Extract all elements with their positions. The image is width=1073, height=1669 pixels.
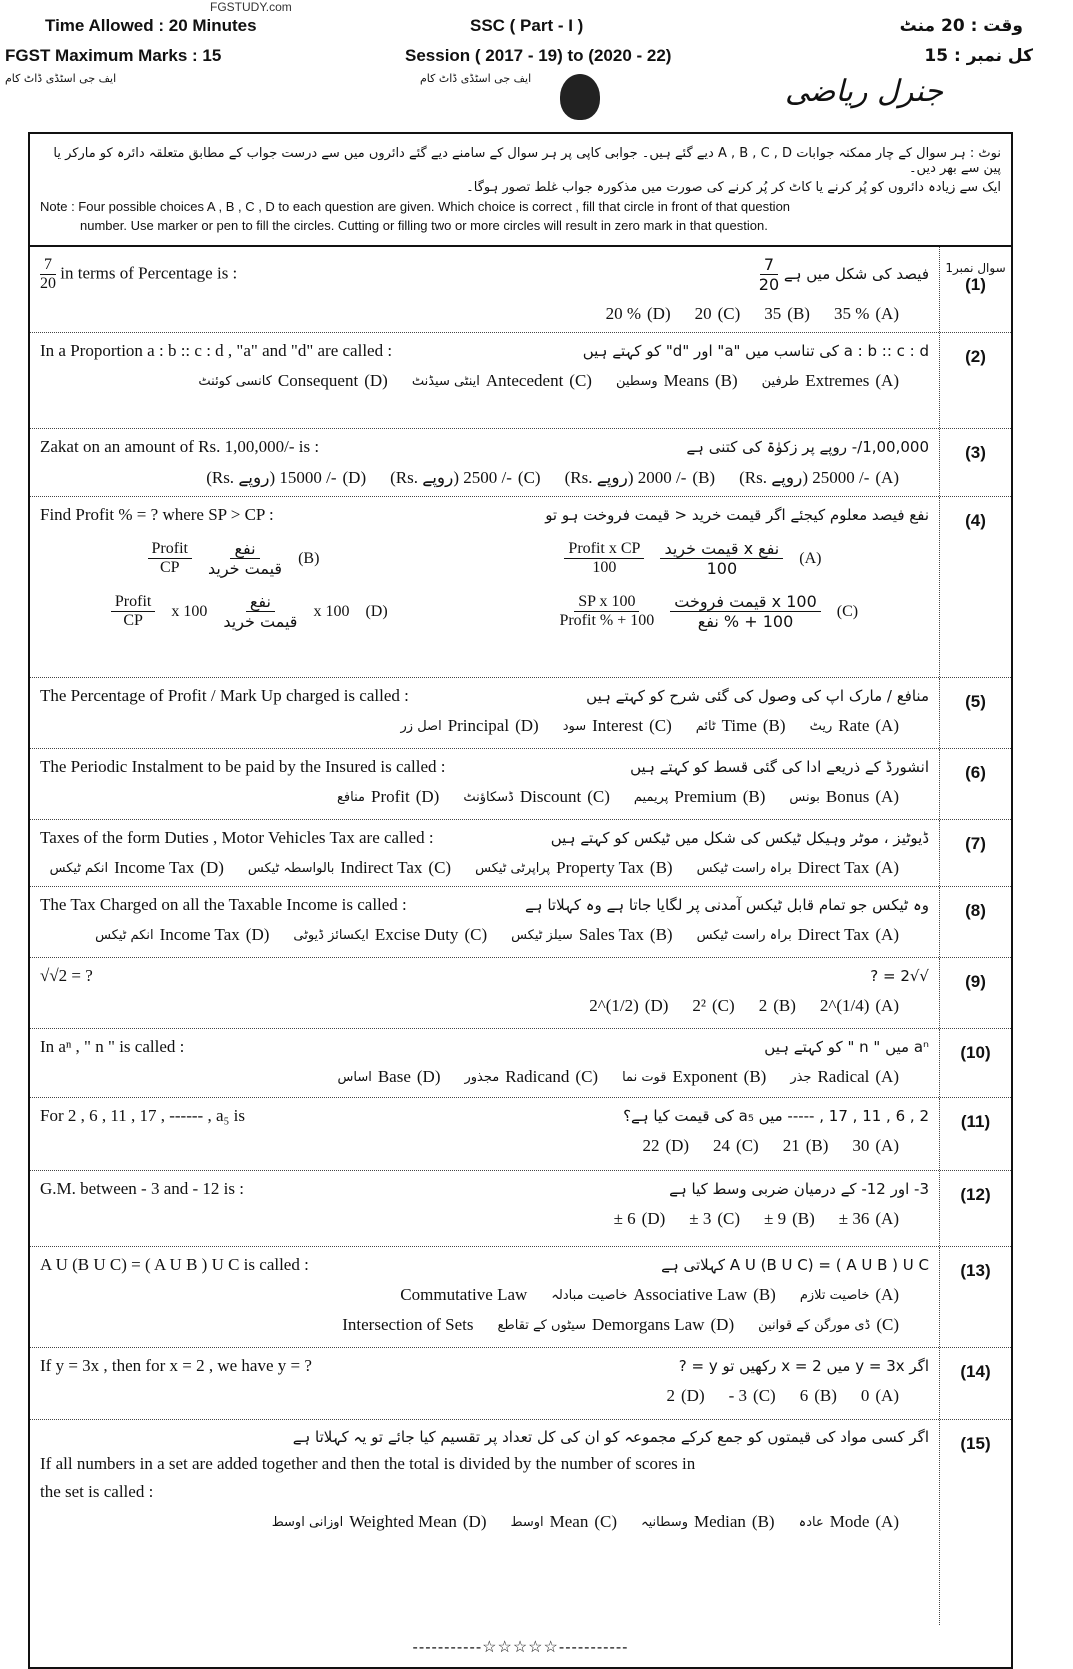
question-number: (15) xyxy=(939,1420,1011,1625)
option-b: ± 9 (B) xyxy=(764,1209,815,1228)
question-text: The Periodic Instalment to be paid by the Insured is called : xyxy=(40,757,446,776)
question-text: $\frac{7}{20}$ in terms of Percentage is : xyxy=(40,256,238,292)
question-text-urdu: √√2 = ? xyxy=(870,967,929,985)
fraction: $\frac{7}{20}$ xyxy=(40,256,56,292)
question-text: Find Profit % = ? where SP > CP : xyxy=(40,505,274,524)
question-text: A U (B U C) = ( A U B ) U C is called : xyxy=(40,1255,309,1274)
options xyxy=(40,1067,929,1087)
footer-stars: -----------☆☆☆☆☆----------- xyxy=(412,1639,629,1656)
question-number: (7) xyxy=(939,820,1011,886)
question-text: √√2 = ? xyxy=(40,966,93,985)
option-c: 20 (C) xyxy=(694,304,741,323)
option-b: $\frac{\text{Profit}}{CP}$ $\frac{\text{نفع}}{\text{قیمت خرید}}$ (B) xyxy=(148,539,320,578)
options xyxy=(40,1315,929,1335)
question-number: (14) xyxy=(939,1348,1011,1419)
question-number: (12) xyxy=(939,1171,1011,1246)
option-b: قوت نما Exponent (B) xyxy=(622,1067,767,1086)
option-label: Commutative Law xyxy=(400,1285,528,1304)
option-a: $\frac{\text{Profit x CP}}{100}$ $\frac{\text{نفع x قیمت خرید}}{100}$ (A) xyxy=(564,539,821,578)
options xyxy=(40,1386,929,1406)
question-text: Taxes of the form Duties , Motor Vehicles Tax are called : xyxy=(40,828,434,847)
options xyxy=(40,787,929,807)
question-number: (6) xyxy=(939,749,1011,819)
question-text-urdu: وہ ٹیکس جو تمام قابل ٹیکس آمدنی پر لگایا جاتا ہے وہ کہلاتا ہے xyxy=(524,896,929,914)
subject-title: جنرل ریاضی xyxy=(785,74,943,109)
options xyxy=(40,1136,929,1156)
question-box xyxy=(28,132,1013,1669)
question-row xyxy=(30,1420,1011,1625)
question-row xyxy=(30,678,1011,749)
option-b: وسطانیہ Median (B) xyxy=(641,1512,775,1531)
marks-urdu: کل نمبر : 15 xyxy=(924,46,1033,66)
note-english-1: Note : Four possible choices A , B , C , D to each question are given. Which choice is correct , fill that circle in front of that question xyxy=(40,199,791,214)
options xyxy=(40,304,929,324)
option-a: عادہ Mode (A) xyxy=(798,1512,899,1531)
question-text: For 2 , 6 , 11 , 17 , ------ , a₅ is xyxy=(40,1106,246,1125)
question-text-urdu: منافع / مارک اپ کی وصول کی گئی شرح کو کہتے ہیں xyxy=(586,687,929,705)
option-d: کانسی کوئنٹ Consequent (D) xyxy=(198,371,388,390)
option-c: 24 (C) xyxy=(713,1136,759,1155)
question-text: If all numbers in a set are added together and then the total is divided by the number of scores in xyxy=(40,1454,696,1473)
option-c: (Rs. روپے) 2500 /- (C) xyxy=(390,467,541,487)
question-number: (5) xyxy=(939,678,1011,748)
option-b: 35 (B) xyxy=(764,304,810,323)
question-row xyxy=(30,1247,1011,1348)
options xyxy=(40,996,929,1016)
time-allowed: Time Allowed : 20 Minutes xyxy=(45,16,257,35)
note-english-2: number. Use marker or pen to fill the circles. Cutting or filling two or more circles will result in zero mark in that question. xyxy=(80,218,768,233)
question-text: G.M. between - 3 and - 12 is : xyxy=(40,1179,244,1198)
question-list xyxy=(30,247,1011,1625)
question-text-urdu: فیصد کی شکل میں ہے $\frac{7}{20}$ xyxy=(758,255,929,294)
option-b: ٹائم Time (B) xyxy=(695,716,786,735)
option-c: - 3 (C) xyxy=(728,1386,776,1405)
option-d: 2 (D) xyxy=(666,1386,705,1405)
option-c: سود Interest (C) xyxy=(562,716,672,735)
option-d: انکم ٹیکس Income Tax (D) xyxy=(95,925,270,944)
option-a: براہ راست ٹیکس Direct Tax (A) xyxy=(696,858,899,877)
options xyxy=(40,1512,929,1532)
instructions-note xyxy=(30,134,1011,247)
note-urdu-1: نوٹ : ہر سوال کے چار ممکنہ جوابات A , B , C , D دیے گئے ہیں۔ جوابی کاپی پر ہر سوال کے سامنے دیے گئے دائروں میں سے درست جواب کے مطابق متعلقہ دائرہ کو مارکر یا پین سے بھر دیں۔ xyxy=(53,146,1001,176)
options xyxy=(40,371,929,391)
question-text: The Percentage of Profit / Mark Up charged is called : xyxy=(40,686,409,705)
option-a: 0 (A) xyxy=(860,1386,899,1405)
option-b: 6 (B) xyxy=(799,1386,837,1405)
question-row xyxy=(30,429,1011,497)
option-a: 30 (A) xyxy=(852,1136,899,1155)
options xyxy=(40,858,929,878)
question-row xyxy=(30,247,1011,333)
question-text: Zakat on an amount of Rs. 1,00,000/- is : xyxy=(40,437,320,456)
options xyxy=(40,1285,929,1305)
question-row xyxy=(30,749,1011,820)
question-text-urdu: 3- اور 12- کے درمیان ضربی وسط کیا ہے xyxy=(669,1180,929,1198)
question-text-urdu: A U (B U C) = ( A U B ) U C کہلاتی ہے xyxy=(661,1256,929,1274)
option-a: جذر Radical (A) xyxy=(790,1067,899,1086)
question-text-urdu: نفع فیصد معلوم کیجئے اگر قیمت خرید < قیمت فروخت ہو تو xyxy=(545,506,929,524)
question-row xyxy=(30,333,1011,429)
question-row xyxy=(30,958,1011,1029)
watermark: FGSTUDY.com xyxy=(210,0,292,14)
option-c: ± 3 (C) xyxy=(689,1209,741,1228)
session: Session ( 2017 - 19) to (2020 - 22) xyxy=(405,46,672,65)
option-d: منافع Profit (D) xyxy=(337,787,440,806)
option-d: اساس Base (D) xyxy=(337,1067,441,1086)
question-text-urdu: aⁿ میں " n " کو کہتے ہیں xyxy=(764,1038,929,1056)
option-d: اصل زر Principal (D) xyxy=(400,716,539,735)
option-a: ریٹ Rate (A) xyxy=(809,716,899,735)
question-row xyxy=(30,497,1011,678)
option-b: پراپرٹی ٹیکس Property Tax (B) xyxy=(475,858,673,877)
options xyxy=(40,925,929,945)
option-a: خاصیت تلازم (A) xyxy=(799,1285,899,1304)
option-c: اوسط Mean (C) xyxy=(510,1512,618,1531)
question-number: (10) xyxy=(939,1029,1011,1097)
question-row xyxy=(30,1348,1011,1420)
time-allowed-urdu: وقت : 20 منٹ xyxy=(899,16,1023,36)
site-urdu: ایف جی اسٹڈی ڈاٹ کام xyxy=(420,72,532,85)
options xyxy=(40,716,929,736)
exam-part: SSC ( Part - I ) xyxy=(470,16,584,35)
question-row xyxy=(30,1029,1011,1098)
option-c: ڈی مورگن کے قوانین (C) xyxy=(758,1315,899,1334)
question-text-urdu: a : b :: c : d کی تناسب میں "a" اور "d" کو کہتے ہیں xyxy=(582,342,929,360)
question-text-urdu: ڈیوٹیز ، موٹر وہیکل ٹیکس کی شکل میں ٹیکس کو کہتے ہیں xyxy=(550,829,929,847)
question-text-urdu: 1,00,000/- روپے پر زکوٰۃ کی کتنی ہے xyxy=(686,438,929,456)
option-d: (Rs. روپے) 15000 /- (D) xyxy=(206,467,367,487)
question-row xyxy=(30,820,1011,887)
option-b: (Rs. روپے) 2000 /- (B) xyxy=(564,467,716,487)
board-logo-icon xyxy=(560,74,600,120)
maximum-marks: FGST Maximum Marks : 15 xyxy=(5,46,222,65)
option-b: خاصیت مبادلہ Associative Law (B) xyxy=(551,1285,776,1304)
question-text-urdu: اگر کسی مواد کی قیمتوں کو جمع کرکے مجموعہ کو ان کی کل تعداد پر تقسیم کیا جائے تو یہ کہلاتا ہے xyxy=(292,1428,929,1446)
option-d: 20 % (D) xyxy=(605,304,671,323)
question-row xyxy=(30,887,1011,958)
options xyxy=(40,1209,929,1229)
option-label: Intersection of Sets xyxy=(342,1315,474,1334)
question-row xyxy=(30,1098,1011,1171)
question-text: In a Proportion a : b :: c : d , "a" and "d" are called : xyxy=(40,341,393,360)
option-c: مجذور Radicand (C) xyxy=(464,1067,599,1086)
option-c: اینٹی سیڈنٹ Antecedent (C) xyxy=(411,371,592,390)
question-number: (13) xyxy=(939,1247,1011,1347)
question-text: In aⁿ , " n " is called : xyxy=(40,1037,185,1056)
question-number: (4) xyxy=(939,497,1011,677)
option-c: ڈسکاؤنٹ Discount (C) xyxy=(463,787,610,806)
option-a: 2^(1/4) (A) xyxy=(819,996,899,1015)
question-text-urdu: 2 , 6 , 11 , 17 , ----- میں a₅ کی قیمت کیا ہے؟ xyxy=(623,1107,929,1125)
question-number: (11) xyxy=(939,1098,1011,1170)
question-number: (2) xyxy=(939,333,1011,428)
option-c: بالواسطہ ٹیکس Indirect Tax (C) xyxy=(247,858,452,877)
question-number: (8) xyxy=(939,887,1011,957)
question-row xyxy=(30,1171,1011,1247)
option-d: ± 6 (D) xyxy=(613,1209,666,1228)
option-d: 2^(1/2) (D) xyxy=(589,996,669,1015)
question-text: If y = 3x , then for x = 2 , we have y = ? xyxy=(40,1356,312,1375)
question-number: (3) xyxy=(939,429,1011,496)
question-number: (9) xyxy=(939,958,1011,1028)
question-text-urdu: اگر y = 3x میں x = 2 رکھیں تو y = ? xyxy=(678,1357,929,1375)
option-b: پریمیم Premium (B) xyxy=(633,787,766,806)
option-a: براہ راست ٹیکس Direct Tax (A) xyxy=(696,925,899,944)
option-a: 35 % (A) xyxy=(833,304,899,323)
option-b: وسطین Means (B) xyxy=(615,371,738,390)
option-b: 2 (B) xyxy=(758,996,796,1015)
option-d: $\frac{\text{Profit}}{CP}$ x 100 $\frac{\text{نفع}}{\text{قیمت خرید}}$ x 100 (D) xyxy=(111,592,388,631)
option-c: $\frac{\text{SP x 100}}{\text{Profit \% + 100}}$ $\frac{\text{100 x قیمت فروخت}}{\text{100 + \% نفع}}$ (C) xyxy=(559,592,859,631)
option-a: بونس Bonus (A) xyxy=(789,787,899,806)
option-a: طرفین Extremes (A) xyxy=(761,371,899,390)
option-a: (Rs. روپے) 25000 /- (A) xyxy=(739,467,899,487)
option-d: سیٹوں کے تقاطع Demorgans Law (D) xyxy=(497,1315,735,1334)
option-d: اوزانی اوسط Weighted Mean (D) xyxy=(271,1512,487,1531)
option-b: سیلز ٹیکس Sales Tax (B) xyxy=(511,925,673,944)
option-a: ± 36 (A) xyxy=(838,1209,899,1228)
question-text: The Tax Charged on all the Taxable Income is called : xyxy=(40,895,407,914)
note-urdu-2: ایک سے زیادہ دائروں کو پُر کرنے یا کاٹ کر پُر کرنے کی صورت میں مذکورہ جواب غلط تصور ہوگا۔ xyxy=(466,180,1001,195)
option-d: 22 (D) xyxy=(642,1136,690,1155)
site-urdu: ایف جی اسٹڈی ڈاٹ کام xyxy=(5,72,117,85)
question-number: سوال نمبر1 (1) xyxy=(939,247,1011,332)
option-c: 2² (C) xyxy=(692,996,735,1015)
question-text: the set is called : xyxy=(40,1482,154,1501)
options xyxy=(40,467,929,488)
option-b: 21 (B) xyxy=(782,1136,829,1155)
option-d: انکم ٹیکس Income Tax (D) xyxy=(49,858,224,877)
question-text-urdu: انشورڈ کے ذریعے ادا کی گئی قسط کو کہتے ہیں xyxy=(630,758,929,776)
option-c: ایکسائز ڈیوٹی Excise Duty (C) xyxy=(293,925,488,944)
